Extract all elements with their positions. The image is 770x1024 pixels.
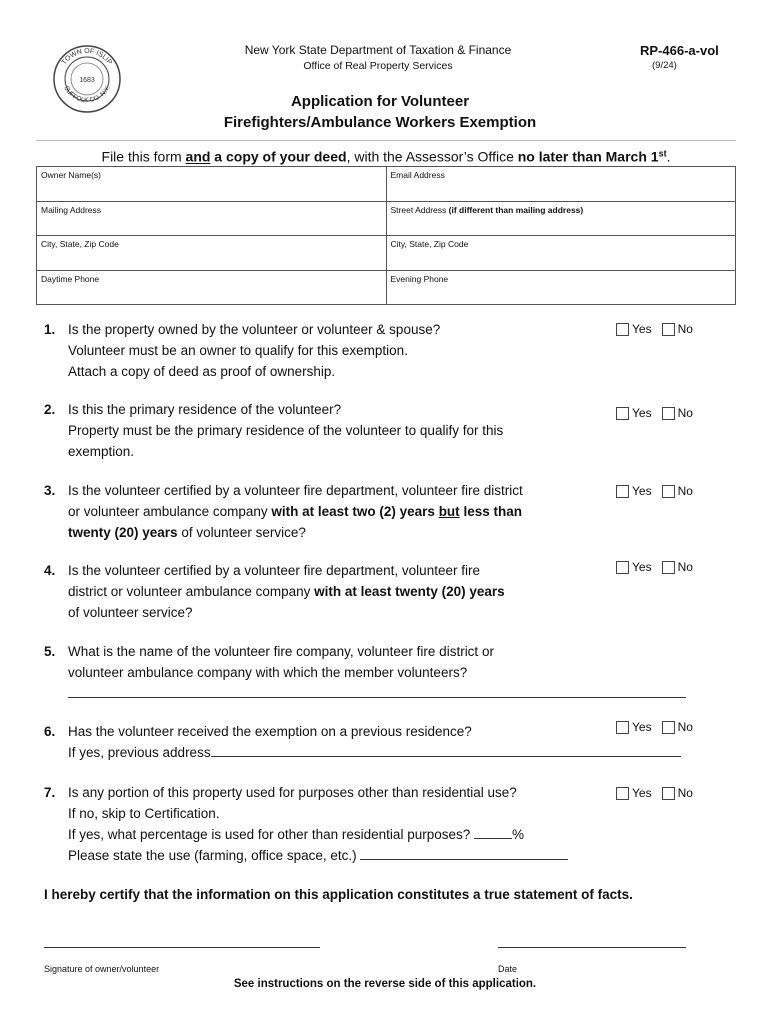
q4-yes-checkbox[interactable] (616, 561, 629, 574)
q6-yes-no: Yes No (616, 720, 693, 734)
q6-no-checkbox[interactable] (662, 721, 675, 734)
footer-note: See instructions on the reverse side of this application. (233, 978, 537, 990)
q2-yes-checkbox[interactable] (616, 407, 629, 420)
header-divider (36, 140, 736, 141)
seal-year: 1683 (79, 77, 95, 84)
agency-name: New York State Department of Taxation & Finance (244, 43, 512, 57)
question-2: 2. Is this the primary residence of the volunteer? Property must be the primary residence of the volunteer to qualify for this exemption. (44, 402, 504, 459)
q7-no-checkbox[interactable] (662, 787, 675, 800)
question-3: 3. Is the volunteer certified by a volunteer fire department, volunteer fire district or volunteer ambulance company with at least two (2) years but less than twenty (20) years of volunteer service? (44, 483, 523, 540)
q7-use-line[interactable] (360, 845, 568, 860)
street-city-state-zip-field[interactable]: City, State, Zip Code (386, 236, 736, 270)
question-7: 7. Is any portion of this property used for purposes other than residential use? If no, skip to Certification. If yes, what percentage is used for other than residential purposes? % Please state the use (farming, office space, etc.) (44, 782, 614, 866)
signature-line[interactable] (44, 947, 320, 948)
mailing-address-field[interactable]: Mailing Address (41, 204, 102, 215)
q3-no-checkbox[interactable] (662, 485, 675, 498)
svg-text:SUFFOLK CO. N.Y. (62, 85, 111, 104)
q2-no-checkbox[interactable] (662, 407, 675, 420)
question-6: 6. Has the volunteer received the exemption on a previous residence? If yes, previous address (44, 721, 704, 763)
q3-yes-checkbox[interactable] (616, 485, 629, 498)
date-label: Date (498, 964, 518, 974)
question-5: 5. What is the name of the volunteer fire company, volunteer fire district or volunteer ambulance company with which the member volunteers? (44, 641, 694, 704)
q5-company-name-line[interactable] (68, 683, 686, 698)
title-line-2: Firefighters/Ambulance Workers Exemption (223, 114, 537, 131)
certification-statement: I hereby certify that the information on this application constitutes a true statement of facts. (44, 887, 633, 902)
date-line[interactable] (498, 947, 686, 948)
owner-name-field[interactable]: Owner Name(s) (41, 170, 101, 180)
q3-yes-no: Yes No (616, 484, 693, 498)
street-address-field[interactable]: Street Address (if different than mailing address) (386, 202, 736, 236)
q7-yes-no: Yes No (616, 786, 693, 800)
q6-yes-checkbox[interactable] (616, 721, 629, 734)
form-title (150, 91, 610, 133)
signature-label: Signature of owner/volunteer (44, 964, 160, 974)
q1-yes-no: Yes No (616, 322, 693, 336)
question-4: 4. Is the volunteer certified by a volunteer fire department, volunteer fire district or volunteer ambulance company with at least twenty (20) years of volunteer service? (44, 563, 505, 620)
seal-top-text: TOWN OF ISLIP (60, 47, 114, 67)
q2-yes-no: Yes No (616, 406, 693, 420)
q4-yes-no: Yes No (616, 560, 693, 574)
seal-bottom-text: SUFFOLK CO. N.Y. (62, 84, 112, 105)
question-1: 1. Is the property owned by the volunteer or volunteer & spouse? Volunteer must be an owner to qualify for this exemption. Attach a copy of deed as proof of ownership. (44, 322, 441, 379)
q7-percentage-line[interactable] (474, 824, 512, 839)
email-field[interactable]: Email Address (386, 167, 736, 201)
owner-info-grid (36, 166, 736, 305)
q1-no-checkbox[interactable] (662, 323, 675, 336)
q1-yes-checkbox[interactable] (616, 323, 629, 336)
form-number: RP-466-a-vol (640, 43, 719, 58)
filing-instruction: File this form and a copy of your deed, with the Assessor’s Office no later than March 1st. (101, 148, 671, 165)
office-name: Office of Real Property Services (303, 60, 453, 72)
q7-yes-checkbox[interactable] (616, 787, 629, 800)
evening-phone-field[interactable]: Evening Phone (386, 271, 736, 305)
form-date: (9/24) (652, 60, 677, 71)
city-state-zip-field[interactable]: City, State, Zip Code (41, 239, 119, 249)
q4-no-checkbox[interactable] (662, 561, 675, 574)
town-seal-logo (52, 44, 122, 114)
q6-previous-address-line[interactable] (211, 742, 681, 757)
daytime-phone-field[interactable]: Daytime Phone (41, 273, 100, 284)
title-line-1: Application for Volunteer (290, 93, 470, 110)
